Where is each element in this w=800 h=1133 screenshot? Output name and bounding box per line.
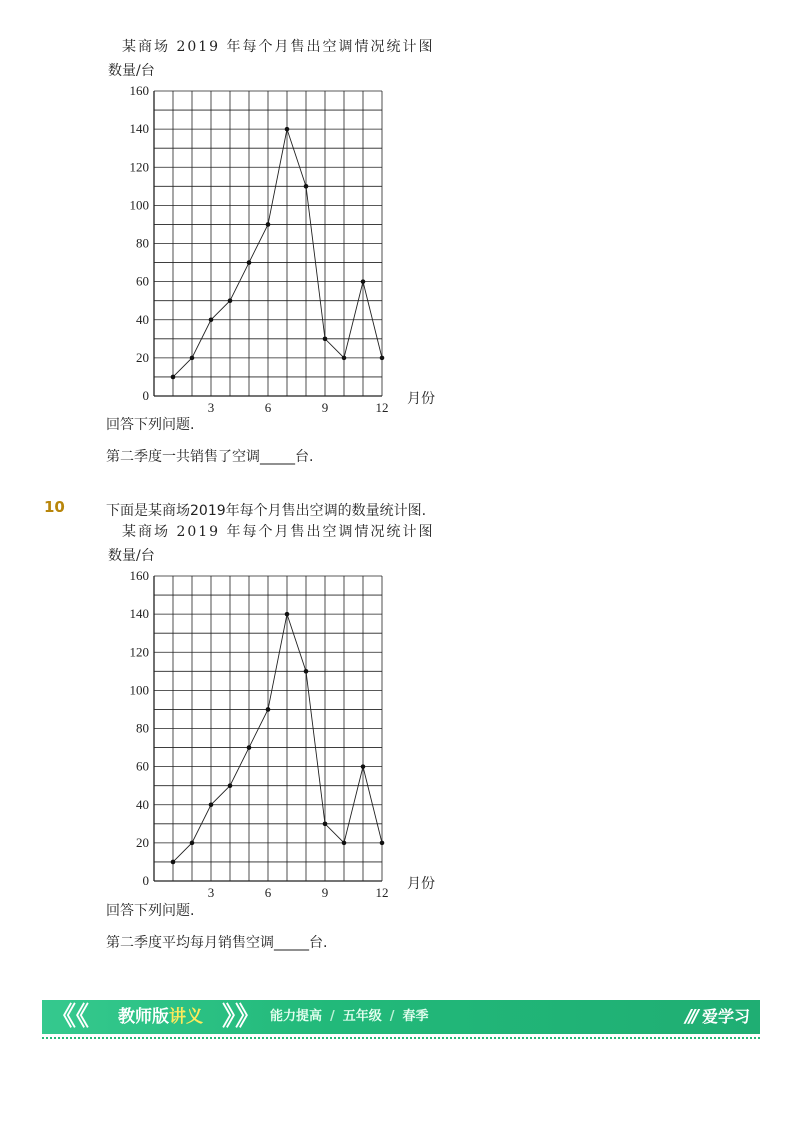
banner-meta-grade: 五年级 bbox=[342, 1009, 382, 1024]
x-tick-label: 3 bbox=[207, 885, 215, 899]
brand-name: 爱学习 bbox=[701, 1007, 750, 1026]
data-point bbox=[228, 298, 233, 303]
data-point bbox=[266, 707, 271, 712]
y-tick-label: 20 bbox=[136, 349, 149, 365]
data-point bbox=[247, 260, 252, 265]
y-tick-label: 140 bbox=[129, 121, 149, 137]
data-point bbox=[323, 822, 328, 827]
x-tick-label: 12 bbox=[375, 885, 389, 899]
data-point bbox=[380, 356, 385, 361]
data-point bbox=[209, 802, 214, 807]
data-point bbox=[342, 841, 347, 846]
chart-title: 某商场 2019 年每个月售出空调情况统计图 bbox=[122, 524, 435, 540]
data-point bbox=[361, 764, 366, 769]
series-line bbox=[173, 129, 382, 377]
banner-title-accent: 讲义 bbox=[169, 1007, 203, 1027]
data-point bbox=[171, 375, 176, 380]
data-point bbox=[247, 745, 252, 750]
line-chart bbox=[100, 78, 450, 414]
data-point bbox=[361, 279, 366, 284]
y-tick-label: 100 bbox=[129, 682, 149, 698]
y-tick-label: 60 bbox=[136, 273, 149, 289]
y-axis-label: 数量/台 bbox=[108, 548, 155, 564]
y-tick-label: 160 bbox=[129, 568, 149, 583]
data-point bbox=[171, 860, 176, 865]
x-tick-label: 9 bbox=[321, 400, 329, 414]
data-point bbox=[304, 669, 309, 674]
y-tick-label: 20 bbox=[136, 834, 149, 850]
banner-separator: / bbox=[389, 1009, 395, 1024]
data-point bbox=[266, 222, 271, 227]
banner-title-main: 教师版 bbox=[118, 1007, 169, 1027]
data-point bbox=[209, 317, 214, 322]
y-tick-label: 80 bbox=[136, 235, 149, 251]
y-tick-label: 140 bbox=[129, 606, 149, 622]
data-point bbox=[342, 356, 347, 361]
y-tick-label: 40 bbox=[136, 796, 149, 812]
series-line bbox=[173, 614, 382, 862]
y-tick-label: 80 bbox=[136, 720, 149, 736]
question-number: 10 bbox=[44, 498, 65, 516]
banner-meta-level: 能力提高 bbox=[270, 1009, 323, 1024]
x-tick-label: 6 bbox=[264, 885, 272, 899]
double-chevron-right-icon: 》》 bbox=[222, 1002, 262, 1032]
x-tick-label: 6 bbox=[264, 400, 272, 414]
data-point bbox=[190, 841, 195, 846]
double-chevron-left-icon: 《《 bbox=[50, 1002, 90, 1032]
brand-mark-icon: /// bbox=[685, 1006, 696, 1027]
answer-prompt: 回答下列问题. bbox=[106, 417, 195, 433]
footer-dotted-divider bbox=[42, 1037, 760, 1039]
x-axis-label: 月份 bbox=[407, 876, 435, 892]
question-text: 第二季度一共销售了空调_____台. bbox=[106, 449, 314, 465]
x-tick-label: 9 bbox=[321, 885, 329, 899]
brand-logo bbox=[685, 1000, 750, 1034]
y-tick-label: 120 bbox=[129, 644, 149, 660]
y-tick-label: 60 bbox=[136, 758, 149, 774]
y-tick-label: 0 bbox=[142, 388, 149, 403]
question-intro: 下面是某商场2019年每个月售出空调的数量统计图. bbox=[106, 503, 427, 519]
line-chart bbox=[100, 563, 450, 899]
y-tick-label: 100 bbox=[129, 197, 149, 213]
data-point bbox=[228, 783, 233, 788]
x-axis-label: 月份 bbox=[407, 391, 435, 407]
y-tick-label: 0 bbox=[142, 873, 149, 888]
banner-title bbox=[118, 1000, 203, 1034]
footer-banner bbox=[42, 1000, 760, 1034]
y-tick-label: 40 bbox=[136, 311, 149, 327]
data-point bbox=[380, 841, 385, 846]
data-point bbox=[285, 612, 290, 617]
data-point bbox=[190, 356, 195, 361]
chart-title: 某商场 2019 年每个月售出空调情况统计图 bbox=[122, 39, 435, 55]
y-tick-label: 160 bbox=[129, 83, 149, 98]
x-tick-label: 12 bbox=[375, 400, 389, 414]
answer-prompt: 回答下列问题. bbox=[106, 903, 195, 919]
data-point bbox=[304, 184, 309, 189]
banner-meta-season: 春季 bbox=[402, 1009, 429, 1024]
data-point bbox=[285, 127, 290, 132]
y-axis-label: 数量/台 bbox=[108, 63, 155, 79]
banner-separator: / bbox=[330, 1009, 335, 1024]
question-text: 第二季度平均每月销售空调_____台. bbox=[106, 935, 328, 951]
data-point bbox=[323, 337, 328, 342]
y-tick-label: 120 bbox=[129, 159, 149, 175]
banner-meta bbox=[270, 1000, 429, 1034]
x-tick-label: 3 bbox=[207, 400, 215, 414]
